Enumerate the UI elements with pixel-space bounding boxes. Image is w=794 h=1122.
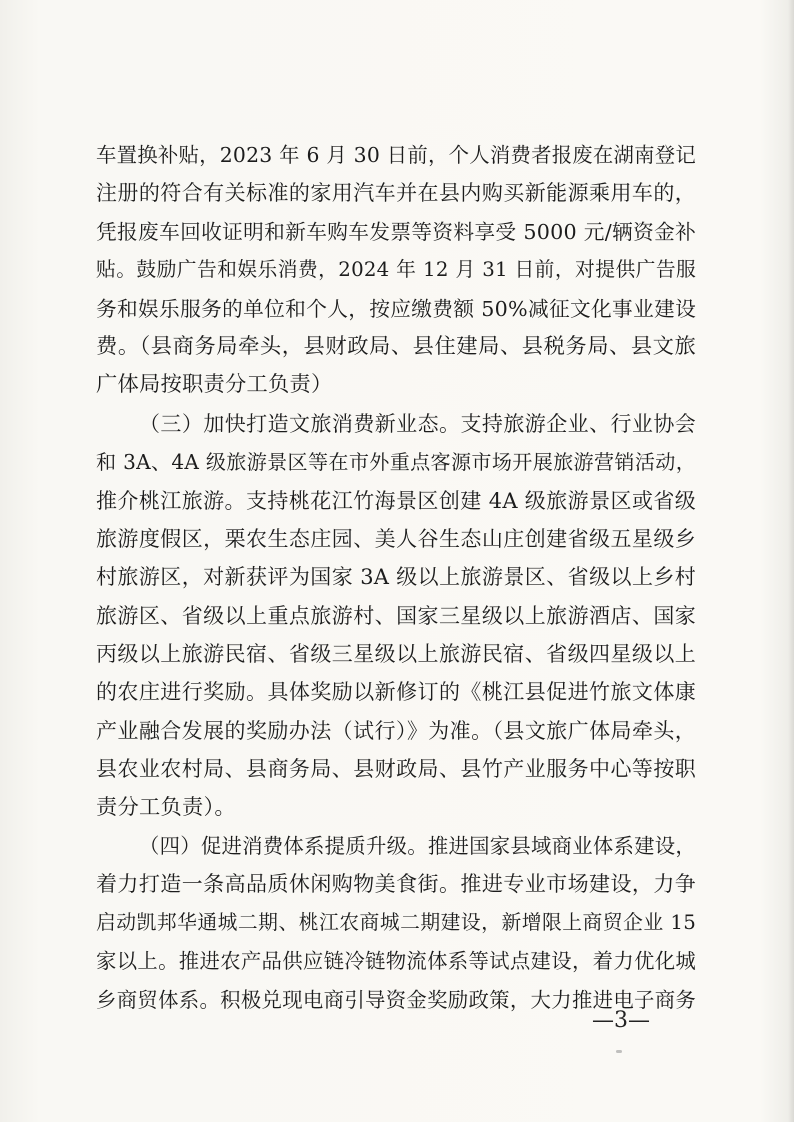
text-line: 乡商贸体系。积极兑现电商引导资金奖励政策，大力推进电子商务 [96, 987, 696, 1012]
text-line: 启动凯邦华通城二期、桃江农商城二期建设，新增限上商贸企业 15 [96, 910, 696, 934]
text-line: 贴。鼓励广告和娱乐消费，2024 年 12 月 31 日前，对提供广告服 [96, 258, 696, 282]
scan-shadow [788, 0, 794, 1122]
page-number: —3— [592, 1008, 650, 1033]
text-line: 的农庄进行奖励。具体奖励以新修订的《桃江县促进竹旅文体康 [96, 680, 696, 705]
document-body [96, 136, 696, 1019]
text-line: 家以上。推进农产品供应链冷链物流体系等试点建设，着力优化城 [96, 949, 696, 974]
text-line: 车置换补贴，2023 年 6 月 30 日前，个人消费者报废在湖南登记 [96, 143, 696, 167]
text-line: 广体局按职责分工负责） [96, 372, 333, 398]
scan-speck [616, 1050, 622, 1053]
text-line: 推介桃江旅游。支持桃花江竹海景区创建 4A 级旅游景区或省级 [96, 488, 696, 513]
text-line: 旅游区、省级以上重点旅游村、国家三星级以上旅游酒店、国家 [96, 603, 696, 628]
text-line: 凭报废车回收证明和新车购车发票等资料享受 5000 元/辆资金补 [96, 219, 696, 244]
text-line: 务和娱乐服务的单位和个人，按应缴费额 50%减征文化事业建设 [96, 296, 696, 321]
text-line: 县农业农村局、县商务局、县财政局、县竹产业服务中心等按职 [96, 757, 696, 782]
text-line: 旅游度假区，栗农生态庄园、美人谷生态山庄创建省级五星级乡 [96, 526, 696, 551]
text-line: 和 3A、4A 级旅游景区等在市外重点客源市场开展旅游营销活动， [96, 450, 696, 475]
text-line: 费。（县商务局牵头，县财政局、县住建局、县税务局、县文旅 [96, 333, 696, 359]
text-line: （四）促进消费体系提质升级。推进国家县域商业体系建设， [139, 834, 696, 859]
text-line: 着力打造一条高品质休闲购物美食街。推进专业市场建设，力争 [96, 872, 696, 897]
text-line: 丙级以上旅游民宿、省级三星级以上旅游民宿、省级四星级以上 [96, 642, 696, 667]
text-line: 产业融合发展的奖励办法（试行）》为准。（县文旅广体局牵头， [96, 718, 696, 743]
text-line: 责分工负责）。 [96, 794, 236, 820]
text-line: 注册的符合有关标准的家用汽车并在县内购买新能源乘用车的， [96, 181, 696, 206]
text-line: 村旅游区，对新获评为国家 3A 级以上旅游景区、省级以上乡村 [96, 565, 696, 590]
text-line: （三）加快打造文旅消费新业态。支持旅游企业、行业协会 [139, 411, 696, 436]
